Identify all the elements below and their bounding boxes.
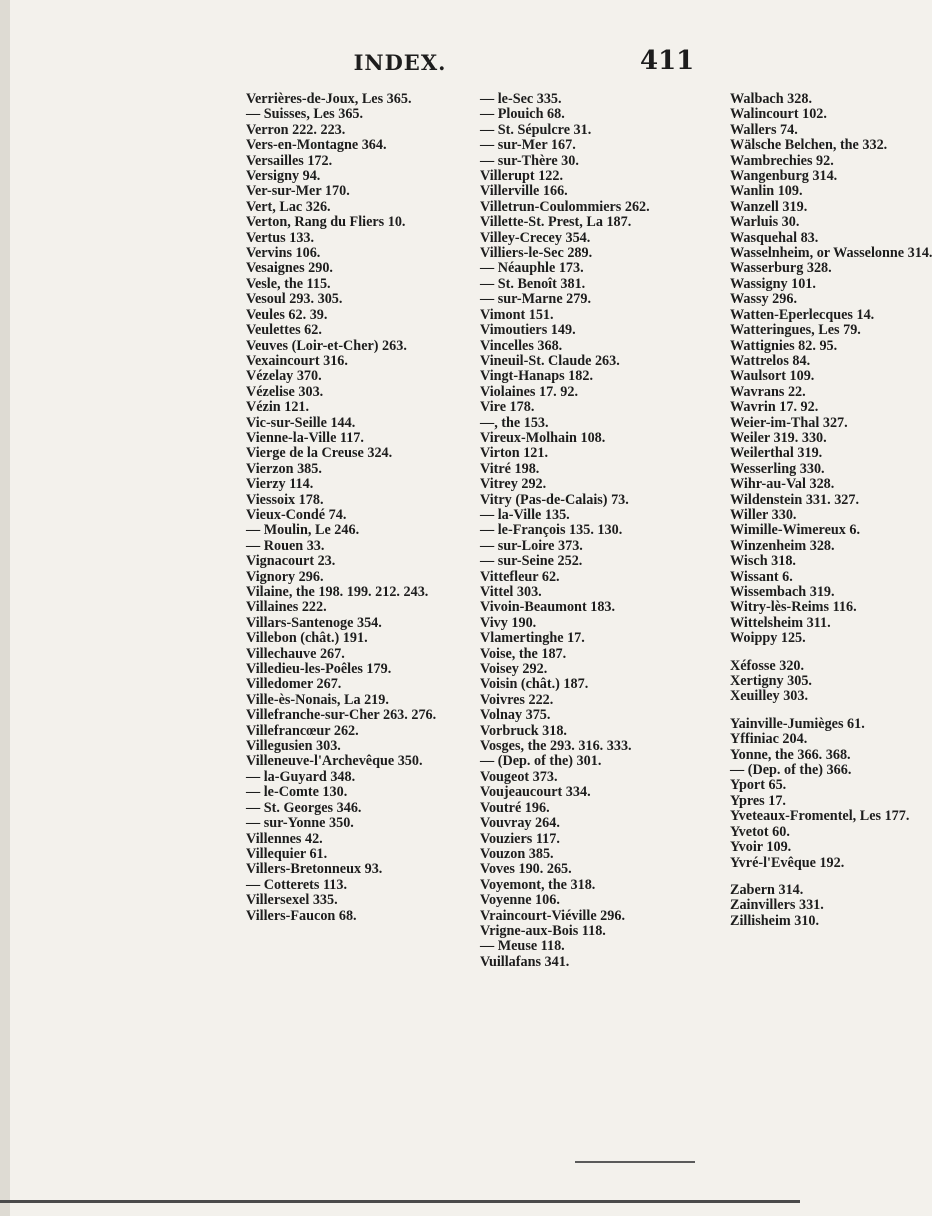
index-entry: — la-Guyard 348. xyxy=(246,768,356,785)
index-entry: Vignacourt 23. xyxy=(246,553,336,570)
index-entry: — Suisses, Les 365. xyxy=(246,106,364,123)
index-entry: Veulettes 62. xyxy=(246,322,322,339)
index-entry: Vierzy 114. xyxy=(246,476,314,493)
index-entry: Witry-lès-Reims 116. xyxy=(730,599,857,616)
index-entry: Vougeot 373. xyxy=(480,768,558,785)
index-entry: Vervins 106. xyxy=(246,245,321,262)
index-entry: — Rouen 33. xyxy=(246,537,325,554)
index-entry: Weiler 319. 330. xyxy=(730,429,827,446)
index-entry: Verron 222. 223. xyxy=(246,121,346,138)
index-entry: Wissant 6. xyxy=(730,568,793,585)
index-entry: Vieux-Condé 74. xyxy=(246,506,347,523)
index-entry: Violaines 17. 92. xyxy=(480,383,579,400)
index-entry: Xéfosse 320. xyxy=(730,657,805,674)
index-entry: Villequier 61. xyxy=(246,845,328,862)
index-entry: Versigny 94. xyxy=(246,168,321,185)
index-entry: Wangenburg 314. xyxy=(730,168,838,185)
index-entry: Wattrelos 84. xyxy=(730,352,811,369)
index-entry: Zillisheim 310. xyxy=(730,912,820,929)
index-entry: Yveteaux-Fromentel, Les 177. xyxy=(730,808,910,825)
index-entry: Vitry (Pas-de-Calais) 73. xyxy=(480,491,629,508)
index-entry: Ypres 17. xyxy=(730,792,786,809)
index-entry: Vorbruck 318. xyxy=(480,722,567,739)
index-entry: Wassigny 101. xyxy=(730,275,816,292)
index-entry: Vesoul 293. 305. xyxy=(246,291,343,308)
index-entry: Vic-sur-Seille 144. xyxy=(246,414,356,431)
index-entry: Villefranche-sur-Cher 263. 276. xyxy=(246,707,437,724)
index-entry: Zabern 314. xyxy=(730,881,804,898)
index-entry: Volnay 375. xyxy=(480,707,551,724)
closing-rule xyxy=(575,1161,695,1163)
index-entry: — sur-Seine 252. xyxy=(480,553,583,570)
index-entry: Vireux-Molhain 108. xyxy=(480,429,606,446)
index-entry: Watten-Eperlecques 14. xyxy=(730,306,875,323)
index-entry: Wavrans 22. xyxy=(730,383,806,400)
index-entry: Willer 330. xyxy=(730,506,797,523)
index-entry: — le-François 135. 130. xyxy=(480,522,623,539)
index-entry: Vézin 121. xyxy=(246,399,310,416)
index-entry: — sur-Marne 279. xyxy=(480,291,591,308)
index-entry: Villers-Bretonneux 93. xyxy=(246,861,383,878)
index-entry: Vire 178. xyxy=(480,399,535,416)
index-entry: Virton 121. xyxy=(480,445,549,462)
index-entry: Vineuil-St. Claude 263. xyxy=(480,352,620,369)
page-number: 411 xyxy=(640,46,695,76)
index-entry: Yffiniac 204. xyxy=(730,731,808,748)
index-entry: Villers-Faucon 68. xyxy=(246,907,357,924)
index-entry: Vivy 190. xyxy=(480,614,537,631)
index-entry: — sur-Mer 167. xyxy=(480,137,576,154)
index-entry: Villefrancœur 262. xyxy=(246,722,359,739)
index-entry: Versailles 172. xyxy=(246,152,333,169)
index-entry: Wattignies 82. 95. xyxy=(730,337,838,354)
index-entry: Wasquehal 83. xyxy=(730,229,819,246)
index-entry: Warluis 30. xyxy=(730,214,800,231)
index-entry: Vrigne-aux-Bois 118. xyxy=(480,922,606,939)
index-entry: Voyenne 106. xyxy=(480,892,560,909)
index-entry: Wittelsheim 311. xyxy=(730,614,831,631)
index-entry: Villebon (chât.) 191. xyxy=(246,630,368,647)
index-entry: Vignory 296. xyxy=(246,568,324,585)
index-entry: Walincourt 102. xyxy=(730,106,827,123)
index-entry: Vert, Lac 326. xyxy=(246,198,331,215)
index-entry: Walbach 328. xyxy=(730,91,812,107)
index-entry: Wasselnheim, or Wasselonne 314. xyxy=(730,245,932,262)
index-entry: Yainville-Jumièges 61. xyxy=(730,715,865,732)
index-entry: Veuves (Loir-et-Cher) 263. xyxy=(246,337,407,354)
index-entry: Villaines 222. xyxy=(246,599,327,616)
index-entry: — Moulin, Le 246. xyxy=(246,522,360,539)
index-entry: Yvré-l'Evêque 192. xyxy=(730,854,845,871)
index-entry: Wambrechies 92. xyxy=(730,152,834,169)
index-entry: Vittefleur 62. xyxy=(480,568,560,585)
index-entry: Winzenheim 328. xyxy=(730,537,835,554)
index-entry: Voutré 196. xyxy=(480,799,550,816)
index-column-1 xyxy=(246,92,446,924)
index-entry: Vosges, the 293. 316. 333. xyxy=(480,738,632,755)
index-entry: Zainvillers 331. xyxy=(730,897,824,914)
index-entry: — St. Georges 346. xyxy=(246,799,362,816)
index-entry: Vuillafans 341. xyxy=(480,953,570,970)
index-entry: Xertigny 305. xyxy=(730,673,812,690)
section-gap xyxy=(730,647,798,659)
index-entry: — (Dep. of the) 301. xyxy=(480,753,602,770)
index-entry: Woippy 125. xyxy=(730,630,806,647)
index-entry: Villedomer 267. xyxy=(246,676,342,693)
index-entry: — St. Benoît 381. xyxy=(480,275,586,292)
index-entry: Vimont 151. xyxy=(480,306,554,323)
index-entry: — (Dep. of the) 366. xyxy=(730,762,852,779)
index-entry: — sur-Yonne 350. xyxy=(246,815,354,832)
index-entry: Wildenstein 331. 327. xyxy=(730,491,860,508)
index-entry: Villette-St. Prest, La 187. xyxy=(480,214,632,231)
page-bottom-edge xyxy=(0,1200,800,1203)
index-entry: Vlamertinghe 17. xyxy=(480,630,585,647)
index-column-2 xyxy=(480,92,710,970)
index-entry: Wassy 296. xyxy=(730,291,798,308)
index-entry: Villerupt 122. xyxy=(480,168,564,185)
index-entry: — sur-Thère 30. xyxy=(480,152,579,169)
index-entry: Wanzell 319. xyxy=(730,198,808,215)
index-entry: — Cotterets 113. xyxy=(246,876,347,893)
index-entry: Vingt-Hanaps 182. xyxy=(480,368,593,385)
index-entry: Voujeaucourt 334. xyxy=(480,784,591,801)
index-entry: Vouvray 264. xyxy=(480,815,560,832)
index-entry: Voisey 292. xyxy=(480,661,548,678)
index-entry: Vouziers 117. xyxy=(480,830,560,847)
index-entry: Veules 62. 39. xyxy=(246,306,328,323)
index-entry: Villerville 166. xyxy=(480,183,568,200)
index-entry: Wesserling 330. xyxy=(730,460,825,477)
page-edge xyxy=(0,0,10,1216)
index-entry: — Plouich 68. xyxy=(480,106,565,123)
index-entry: Vesle, the 115. xyxy=(246,275,331,292)
index-entry: Vierzon 385. xyxy=(246,460,322,477)
index-entry: Watteringues, Les 79. xyxy=(730,322,861,339)
index-entry: Voisin (chât.) 187. xyxy=(480,676,589,693)
index-entry: Ville-ès-Nonais, La 219. xyxy=(246,691,389,708)
index-entry: Wisch 318. xyxy=(730,553,796,570)
index-entry: Vitrey 292. xyxy=(480,476,547,493)
index-column-3 xyxy=(730,91,932,929)
index-entry: Viessoix 178. xyxy=(246,491,324,508)
index-entry: Vexaincourt 316. xyxy=(246,352,348,369)
index-entry: Wihr-au-Val 328. xyxy=(730,476,835,493)
index-entry: Villersexel 335. xyxy=(246,892,338,909)
index-entry: — le-Sec 335. xyxy=(480,91,562,107)
index-entry: Villechauve 267. xyxy=(246,645,345,662)
index-entry: Voise, the 187. xyxy=(480,645,567,662)
index-entry: Vraincourt-Viéville 296. xyxy=(480,907,625,924)
index-entry: Vittel 303. xyxy=(480,584,542,600)
index-entry: Yvoir 109. xyxy=(730,839,792,856)
index-entry: Weilerthal 319. xyxy=(730,445,823,462)
index-entry: Vézelise 303. xyxy=(246,383,324,400)
index-entry: Vitré 198. xyxy=(480,460,540,477)
index-entry: Waulsort 109. xyxy=(730,368,815,385)
index-entry: Wimille-Wimereux 6. xyxy=(730,522,861,539)
index-entry: Wavrin 17. 92. xyxy=(730,399,819,416)
index-entry: Villeneuve-l'Archevêque 350. xyxy=(246,753,423,770)
index-entry: Weier-im-Thal 327. xyxy=(730,414,848,431)
index-entry: Villedieu-les-Poêles 179. xyxy=(246,661,392,678)
index-entry: Vertus 133. xyxy=(246,229,315,246)
index-entry: Verton, Rang du Fliers 10. xyxy=(246,214,406,231)
index-entry: Wissembach 319. xyxy=(730,584,835,600)
index-entry: Vimoutiers 149. xyxy=(480,322,576,339)
index-entry: Wallers 74. xyxy=(730,121,798,138)
index-entry: Vierge de la Creuse 324. xyxy=(246,445,393,462)
index-entry: — St. Sépulcre 31. xyxy=(480,121,592,138)
index-entry: Villegusien 303. xyxy=(246,738,341,755)
index-entry: Villiers-le-Sec 289. xyxy=(480,245,593,262)
index-entry: Wälsche Belchen, the 332. xyxy=(730,137,888,154)
index-entry: Xeuilley 303. xyxy=(730,688,809,705)
index-entry: Yport 65. xyxy=(730,777,787,794)
index-entry: —, the 153. xyxy=(480,414,549,431)
index-entry: Voivres 222. xyxy=(480,691,554,708)
index-entry: Voves 190. 265. xyxy=(480,861,572,878)
index-entry: Vesaignes 290. xyxy=(246,260,333,277)
index-entry: Vouzon 385. xyxy=(480,845,554,862)
index-entry: Villey-Crecey 354. xyxy=(480,229,591,246)
index-entry: Vilaine, the 198. 199. 212. 243. xyxy=(246,584,429,600)
index-entry: Vers-en-Montagne 364. xyxy=(246,137,387,154)
index-entry: Villennes 42. xyxy=(246,830,323,847)
page-title: INDEX. xyxy=(353,50,447,75)
index-entry: Vincelles 368. xyxy=(480,337,563,354)
index-entry: — le-Comte 130. xyxy=(246,784,348,801)
index-entry: — Meuse 118. xyxy=(480,938,565,955)
index-entry: Vivoin-Beaumont 183. xyxy=(480,599,616,616)
index-entry: Vienne-la-Ville 117. xyxy=(246,429,364,446)
index-entry: — la-Ville 135. xyxy=(480,506,570,523)
index-entry: Voyemont, the 318. xyxy=(480,876,596,893)
index-entry: Verrières-de-Joux, Les 365. xyxy=(246,91,412,107)
index-entry: Yvetot 60. xyxy=(730,823,790,840)
index-entry: — sur-Loire 373. xyxy=(480,537,583,554)
index-entry: — Néauphle 173. xyxy=(480,260,584,277)
index-entry: Vézelay 370. xyxy=(246,368,322,385)
index-entry: Wanlin 109. xyxy=(730,183,803,200)
index-entry: Villetrun-Coulommiers 262. xyxy=(480,198,650,215)
index-entry: Yonne, the 366. 368. xyxy=(730,746,851,763)
index-entry: Ver-sur-Mer 170. xyxy=(246,183,350,200)
index-entry: Wasserburg 328. xyxy=(730,260,832,277)
index-entry: Villars-Santenoge 354. xyxy=(246,614,382,631)
